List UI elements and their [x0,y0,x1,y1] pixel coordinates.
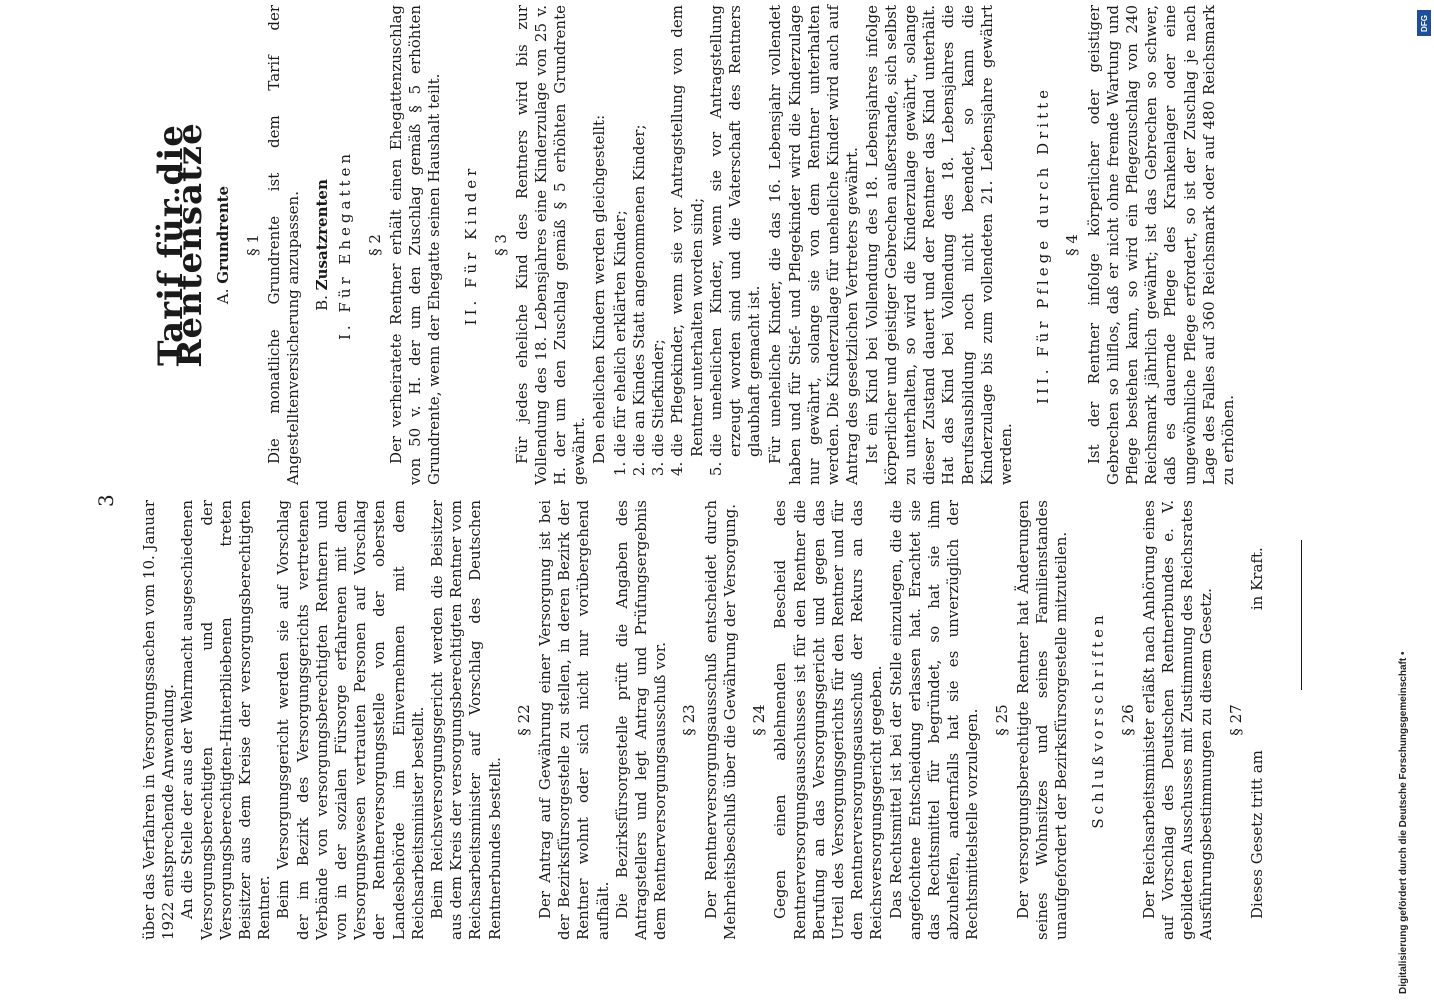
section-3-text-4: Ist ein Kind bei Vollendung des 18. Lebensjahres infolge körperlicher und geistiger Gebrechen außerstande, sich selbst zu unterhalten, so wird die Kinderzulage gewährt, solange dieser Zustand dauert und der Rentner das Kind unterhält. Hat das Kind bei Vollendung des 18. Lebensjahres die Berufsausbildung noch nicht beendet, so kann die Kinderzulage bis zum vollendeten 21. Lebensjahre gewährt werden. [862,5,1015,485]
section-3-text-3: Für uneheliche Kinder, die das 16. Lebensjahr vollendet haben und für Stief- und Pflegekinder wird die Kinderzulage nur gewährt, solange sie von dem Rentner unterhalten werden. Die Kinderzulage für uneheliche Kinder wird auch auf Antrag des gesetzlichen Vertreters gewährt. [766,5,862,485]
spouses-heading: I. Für Ehegatten [336,149,355,341]
section-4-text: Ist der Rentner infolge körperlicher oder geistiger Gebrechen so hilflos, daß er nicht ohne fremde Wartung und Pflege bestehen kann, so wird ein Pflegezuschlag von 240 Reichsmark jährlich gewährt; ist das Gebrechen so schwer, daß es dauernde Pflege des Krankenlager oder eine ungewöhnliche Pflege erfordert, so ist der Zuschlag je nach Lage des Falles auf 360 Reichsmark oder auf 480 Reichsmark zu erhöhen. [1084,5,1237,485]
left-column [140,500,1302,940]
page-number: 3 [94,494,118,507]
paragraph: An die Stelle der aus der Wehrmacht ausgeschiedenen Versorgungsberechtigten und der Versorgungsberechtigten-Hinterbliebenen treten Beisitzer aus dem Kreise der versorgungsberechtigten Rentner. [178,500,274,940]
funding-credit: Digitalisierung gefördert durch die Deutsche Forschungsgemeinschaft • [1398,651,1409,994]
section-1-text: Die monatliche Grundrente ist dem Tarif der Angestelltenversicherung anzupassen. [264,5,303,485]
section-2-text: Der verheiratete Rentner erhält einen Ehegattenzuschlag von 50 v. H. der um den Zuschlag gemäß § 5 erhöhten Grundrente, wenn der Ehegatte seinen Haushalt teilt. [386,5,444,485]
page-title: Tarif für die Rentensätze [151,122,211,368]
part-b-title: Zusatzrenten [313,179,332,291]
section-23-heading: § 23 [680,704,699,736]
final-provisions-heading: Schlußvorschriften [1089,611,1108,829]
section-22-heading: § 22 [514,704,533,736]
dfg-logo [1417,10,1431,36]
section-27-heading: § 27 [1226,704,1245,736]
section-24-text-2: Das Rechtsmittel ist bei der Stelle einzulegen, die die angefochtene Entscheidung erlassen hat. Erachtet sie das Rechtsmittel für begründet, so hat sie ihm abzuhelfen, andernfalls hat sie es unverzüglich der Rechtsmittelstelle vorzulegen. [886,500,982,940]
right-column [140,5,1238,485]
paragraph: Beim Versorgungsgericht werden sie auf Vorschlag der im Bezirk des Versorgungsgerichts vertretenen Verbände von versorgungsberechtigten Rentnern und von in der sozialen Fürsorge erfahrenen mit dem Versorgungswesen vertrauten Personen auf Vorschlag der Rentnerversorgungsstelle von der obersten Landesbehörde im Einvernehmen mit dem Reichsarbeitsminister bestellt. [274,500,427,940]
paragraph: Beim Reichsversorgungsgericht werden die Beisitzer aus dem Kreis der versorgungsberechtigten Rentner vom Reichsarbeitsminister auf Vorschlag des Deutschen Rentnerbundes bestellt. [428,500,504,940]
section-1-heading: § 1 [243,234,262,256]
section-26-heading: § 26 [1118,704,1137,736]
section-27-text-b: in Kraft. [1247,547,1266,611]
section-27-text [1248,500,1267,940]
part-a-heading [214,5,233,485]
children-list [611,5,765,485]
section-24-heading: § 24 [750,704,769,736]
dfg-logo-text: DFG [1419,14,1429,32]
section-25-text: Der versorgungsberechtigte Rentner hat Änderungen seines Wohnsitzes und seines Familienstandes unaufgefordert der Bezirksfürsorgestelle mitzuteilen. [1013,500,1071,940]
part-b-letter: B. [313,290,332,311]
part-a-title: Grundrente [214,185,233,284]
section-3-text-2: Den ehelichen Kindern werden gleichgestellt: [589,114,608,464]
section-26-text: Der Reichsarbeitsminister erläßt nach Anhörung eines auf Vorschlag des Deutschen Rentnerbundes e. V. gebildeten Ausschusses mit Zustimmung des Reichsrates Ausführungsbestimmungen zu diesem Gesetz. [1139,500,1216,940]
section-4-heading: § 4 [1063,234,1082,256]
intro-text: über das Verfahren in Versorgungssachen vom 10. Januar 1922 entsprechende Anwendung. [140,500,178,940]
section-24-text: Gegen einen ablehnenden Bescheid des Rentnerversorgungsausschusses ist für den Rentner die Berufung an das Versorgungsgericht und gegen das Urteil des Versorgungsgerichts für den Rentner und für den Rentnerversorgungsausschuß der Rekurs an das Reichsversorgungsgericht gegeben. [771,500,886,940]
care-heading: III. Für Pflege durch Dritte [1034,85,1053,405]
section-22-text: Der Antrag auf Gewährung einer Versorgung ist bei der Bezirksfürsorgestelle zu stellen, in deren Bezirk der Rentner wohnt oder sich nicht nur vorübergehend aufhält. [536,500,612,940]
part-a-letter: A. [214,283,233,305]
section-2-heading: § 2 [365,234,384,256]
list-item: 5. die unehelichen Kinder, wenn sie vor Antragstellung erzeugt worden sind und die Vaterschaft des Rentners glaubhaft gemacht ist. [707,5,765,457]
section-25-heading: § 25 [992,704,1011,736]
list-item: 3. die Stiefkinder; [649,5,668,457]
list-item: 1. die für ehelich erklärten Kinder; [611,5,630,457]
section-22-text-2: Die Bezirksfürsorgestelle prüft die Angaben des Antragstellers und legt Antrag und Prüfungsergebnis dem Rentnerversorgungsausschuß vor. [612,500,670,940]
scanned-page [94,0,1300,1000]
list-item: 4. die Pflegekinder, wenn sie vor Antragstellung von dem Rentner unterhalten worden sind; [668,5,706,457]
section-23-text: Der Rentnerversorgungsausschuß entscheidet durch Mehrheitsbeschluß über die Gewährung der Versorgung. [701,500,739,940]
section-3-text: Für jedes eheliche Kind des Rentners wird bis zur Vollendung des 18. Lebensjahres eine Kinderzulage von 25 v. H. der um den Zuschlag gemäß § 5 erhöhten Grundrente gewährt. [512,5,589,485]
children-heading: II. Für Kinder [462,164,481,326]
part-b-heading [313,5,332,485]
list-item: 2. die an Kindes Statt angenommenen Kinder; [630,5,649,457]
closing-rule [1301,540,1302,690]
section-3-heading: § 3 [491,234,510,256]
section-27-text-a: Dieses Gesetz tritt am [1247,750,1266,919]
